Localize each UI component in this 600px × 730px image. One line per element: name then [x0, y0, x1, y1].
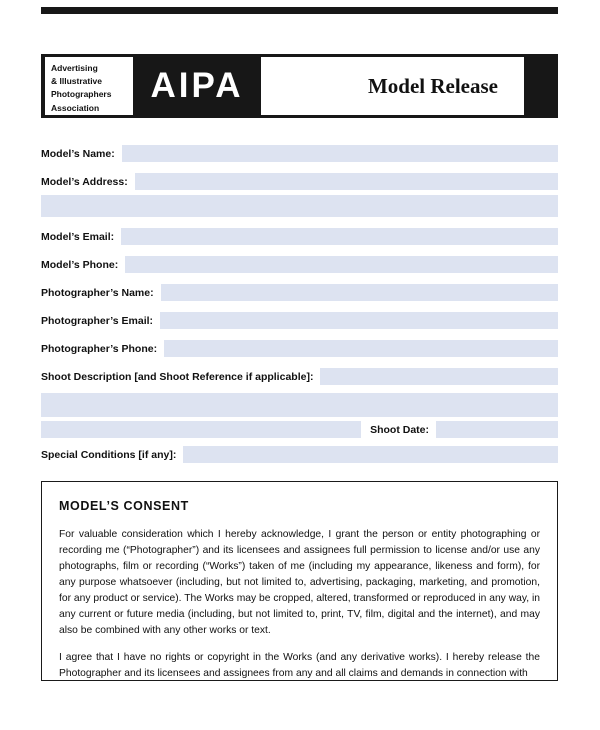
model-email-label: Model’s Email: [41, 230, 115, 243]
photographer-email-label: Photographer’s Email: [41, 314, 154, 327]
model-name-input[interactable] [122, 145, 558, 162]
header-spacer [524, 54, 558, 118]
model-phone-input[interactable] [125, 256, 558, 273]
association-line: Photographers [51, 89, 112, 100]
model-phone-label: Model’s Phone: [41, 258, 119, 271]
title-box [261, 57, 524, 115]
photographer-name-input[interactable] [161, 284, 558, 301]
photographer-email-input[interactable] [160, 312, 558, 329]
association-name [45, 57, 133, 115]
model-address-label: Model’s Address: [41, 175, 128, 188]
release-form [41, 145, 558, 463]
field-row-model-address [41, 173, 558, 190]
special-conditions-label: Special Conditions [if any]: [41, 448, 177, 461]
photographer-phone-label: Photographer’s Phone: [41, 342, 158, 355]
association-line: Advertising [51, 63, 98, 73]
field-row-shoot-date [41, 421, 558, 438]
association-line: & Illustrative [51, 76, 103, 87]
field-row-photographer-name [41, 284, 558, 301]
shoot-description-input-line3[interactable] [41, 421, 361, 438]
form-header [41, 54, 558, 118]
model-name-label: Model’s Name: [41, 147, 115, 160]
shoot-description-input[interactable] [320, 368, 558, 385]
field-row-photographer-email [41, 312, 558, 329]
top-rule [41, 7, 558, 14]
photographer-phone-input[interactable] [164, 340, 558, 357]
model-email-input[interactable] [121, 228, 558, 245]
special-conditions-input[interactable] [183, 446, 558, 463]
consent-heading: MODEL’S CONSENT [59, 499, 189, 513]
field-row-model-name [41, 145, 558, 162]
page-title: Model Release [367, 73, 498, 98]
model-address-input[interactable] [135, 173, 558, 190]
association-line: Association [51, 102, 100, 113]
field-row-model-email [41, 228, 558, 245]
field-row-shoot-description [41, 368, 558, 385]
model-address-input-line2[interactable] [41, 195, 558, 217]
consent-paragraph-1: For valuable consideration which I hereby acknowledge, I grant the person or entity photographing or recording me (“Photographer”) and its licensees and assignees full permission to license and/or use any photographs, film or recording (“Works”) taken of me (including my appearance, likeness and form), for any purpose whatsoever (including, but not limited to, advertising, packaging, marketing, and promotion, for any product or service). The Works may be cropped, altered, transformed or reproduced in any way, in any current or future media (including, but not limited to, print, TV, film, digital and the internet), and may also be combined with any other works or text. [59, 529, 540, 636]
photographer-name-label: Photographer’s Name: [41, 286, 154, 299]
shoot-date-input[interactable] [436, 421, 558, 438]
shoot-date-label: Shoot Date: [370, 423, 429, 436]
shoot-description-input-line2[interactable] [41, 393, 558, 417]
aipa-logo: AIPA [150, 66, 244, 105]
field-row-special-conditions [41, 446, 558, 463]
field-row-photographer-phone [41, 340, 558, 357]
shoot-description-label: Shoot Description [and Shoot Reference if applicable]: [41, 370, 314, 383]
field-row-model-phone [41, 256, 558, 273]
consent-paragraph-2: I agree that I have no rights or copyright in the Works (and any derivative works). I hereby release the Photographer and its licensees and assignees from any and all claims and demands in connection with [59, 651, 540, 679]
model-consent-box [41, 481, 558, 681]
